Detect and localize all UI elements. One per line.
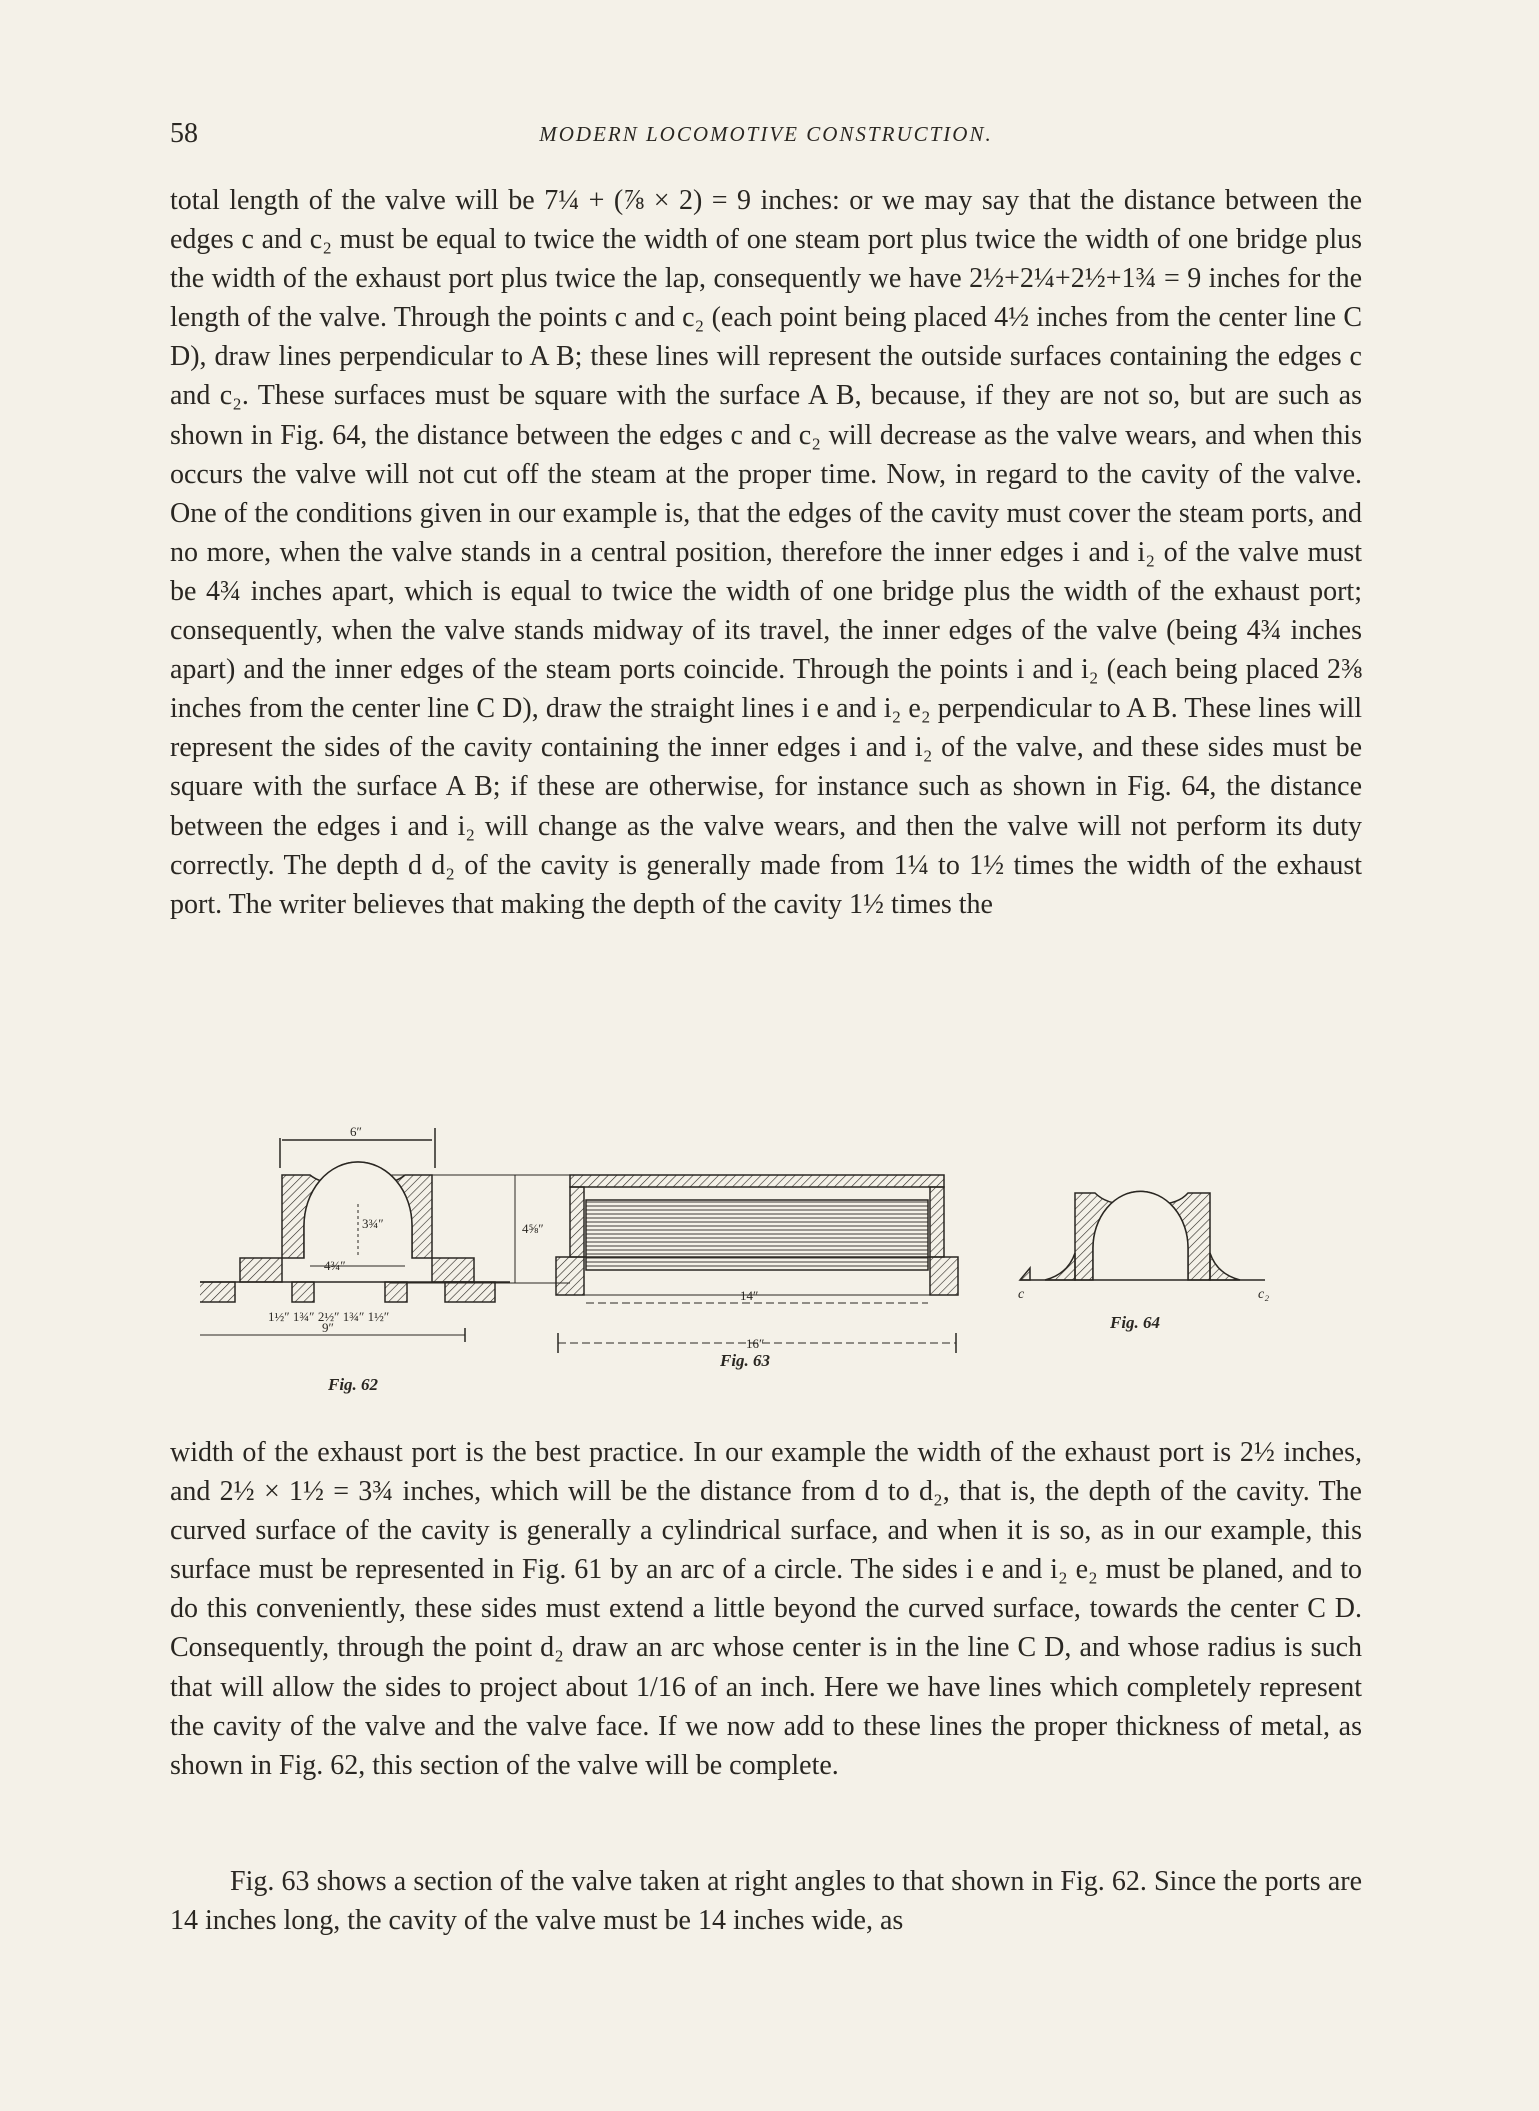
fig-63-dim-height: 4⅝″ [522, 1221, 544, 1236]
running-head [170, 118, 1362, 162]
fig-62-dim-depth: 3¾″ [362, 1216, 384, 1231]
fig-64-drawing [1020, 1191, 1265, 1280]
body-paragraph-last: Fig. 63 shows a section of the valve taken at right angles to that shown in Fig. 62. Since the ports are 14 inches long, the cavity of the valve must be 14 inches wide, as [170, 1866, 1362, 1937]
figures-svg [200, 1108, 1340, 1408]
fig-64-label-c2: c₂ [1258, 1287, 1270, 1302]
fig-63-drawing [390, 1175, 958, 1353]
body-paragraph-bottom: width of the exhaust port is the best practice. In our example the width of the exhaust port is 2½ inches, and 2½ × 1½ = 3¾ inches, which will be the distance from d to d₂, that is, the depth of the cavity. The curved surface of the cavity is generally a cylindrical surface, and when it is so, as in our example, this surface must be represented in Fig. 61 by an arc of a circle. The sides i e and i₂ e₂ must be planed, and to do this conveniently, these sides must extend a little beyond the curved surface, towards the center C D. Consequently, through the point d₂ draw an arc whose center is in the line C D, and whose radius is such that will allow the sides to project about 1/16 of an inch. Here we have lines which completely represent the cavity of the valve and the valve face. If we now add to these lines the proper thickness of metal, as shown in Fig. 62, this section of the valve will be complete. [170, 1437, 1362, 1781]
running-title: MODERN LOCOMOTIVE CONSTRUCTION. [539, 122, 993, 146]
fig-64-caption: Fig. 64 [1110, 1313, 1161, 1332]
fig-63-caption: Fig. 63 [720, 1351, 771, 1370]
page-number: 58 [170, 118, 198, 149]
fig-63-dim-inner: 14″ [740, 1288, 759, 1303]
figures-62-63-64 [200, 1108, 1340, 1408]
body-paragraph-top: total length of the valve will be 7¼ + (⅞ × 2) = 9 inches: or we may say that the distance between the edges c and c₂ must be equal to twice the width of one steam port plus twice the width of one bridge plus the width of the exhaust port plus twice the lap, consequently we have 2½+2¼+2½+1¾ = 9 inches for the length of the valve. Through the points c and c₂ (each point being placed 4½ inches from the center line C D), draw lines perpendicular to A B; these lines will represent the outside surfaces containing the edges c and c₂. These surfaces must be square with the surface A B, because, if they are not so, but are such as shown in Fig. 64, the distance between the edges c and c₂ will decrease as the valve wears, and when this occurs the valve will not cut off the steam at the proper time. Now, in regard to the cavity of the valve. One of the conditions given in our example is, that the edges of the cavity must cover the steam ports, and no more, when the valve stands in a central position, therefore the inner edges i and i₂ of the valve must be 4¾ inches apart, which is equal to twice the width of one bridge plus the width of the exhaust port; consequently, when the valve stands midway of its travel, the inner edges of the valve (being 4¾ inches apart) and the inner edges of the steam ports coincide. Through the points i and i₂ (each being placed 2⅜ inches from the center line C D), draw the straight lines i e and i₂ e₂ perpendicular to A B. These lines will represent the sides of the cavity containing the inner edges i and i₂ of the valve, and these sides must be square with the surface A B; if these are otherwise, for instance such as shown in Fig. 64, the distance between the edges i and i₂ will change as the valve wears, and then the valve will not perform its duty correctly. The depth d d₂ of the cavity is generally made from 1¼ to 1½ times the width of the exhaust port. The writer believes that making the depth of the cavity 1½ times the [170, 185, 1362, 920]
fig-64-label-c: c [1018, 1287, 1025, 1302]
fig-62-caption: Fig. 62 [328, 1375, 379, 1394]
fig-62-dim-ports: 1½″ 1¾″ 2½″ 1¾″ 1½″ [268, 1309, 390, 1324]
fig-63-dim-outer: 16″ [746, 1336, 765, 1351]
fig-62-dim-total: 9″ [322, 1320, 334, 1335]
fig-62-dim-top: 6″ [350, 1124, 362, 1139]
fig-62-dim-cavity: 4¾″ [324, 1258, 346, 1273]
